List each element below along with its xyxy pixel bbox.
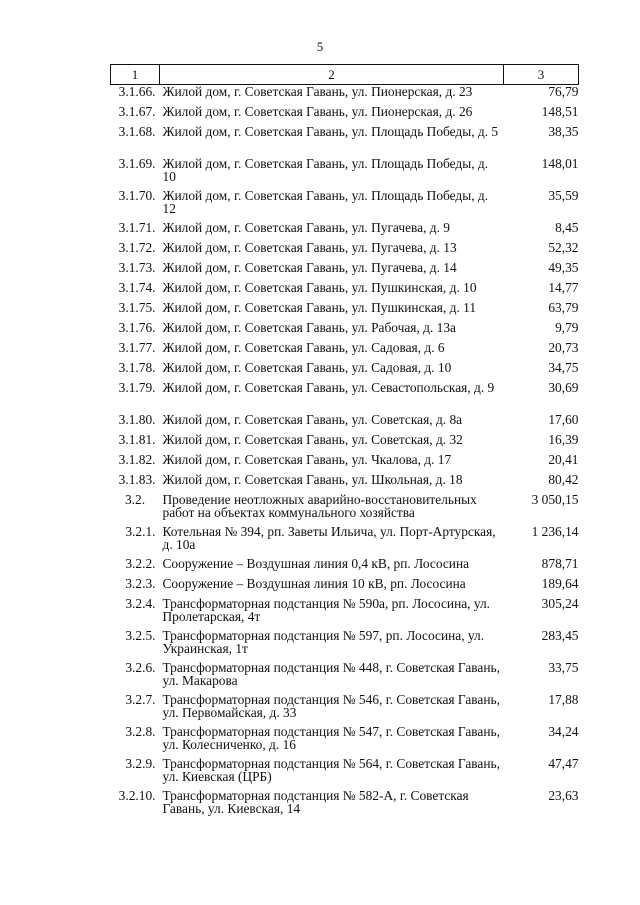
row-description: Жилой дом, г. Советская Гавань, ул. Пионерская, д. 23 (162, 84, 473, 99)
row-value: 80,42 (548, 472, 579, 487)
header-col-1: 1 (111, 65, 160, 85)
table-row (111, 105, 579, 125)
row-description: Жилой дом, г. Советская Гавань, ул. Садовая, д. 6 (162, 340, 445, 355)
row-value: 8,45 (555, 220, 579, 235)
row-number: 3.1.79. (118, 380, 156, 395)
row-value: 20,41 (548, 452, 579, 467)
row-number: 3.2.7. (125, 692, 156, 707)
row-value: 49,35 (548, 260, 579, 275)
row-value: 35,59 (548, 188, 579, 203)
row-description: Трансформаторная подстанция № 590а, рп. Лососина, ул. Пролетарская, 4т (162, 596, 491, 624)
row-value: 34,75 (548, 360, 579, 375)
row-number: 3.1.83. (118, 472, 156, 487)
row-value: 20,73 (548, 340, 579, 355)
table-row (111, 557, 579, 577)
row-description: Трансформаторная подстанция № 547, г. Советская Гавань, ул. Колесниченко, д. 16 (162, 724, 500, 752)
row-number: 3.1.72. (118, 240, 156, 255)
row-value: 16,39 (548, 432, 579, 447)
row-number: 3.1.75. (118, 300, 156, 315)
row-value: 878,71 (541, 556, 579, 571)
row-value: 148,01 (541, 156, 579, 171)
table-row (111, 281, 579, 301)
row-description: Жилой дом, г. Советская Гавань, ул. Пугачева, д. 13 (162, 240, 457, 255)
row-description: Сооружение – Воздушная линия 0,4 кВ, рп. Лососина (162, 556, 470, 571)
row-number: 3.2.10. (118, 788, 156, 803)
row-description: Жилой дом, г. Советская Гавань, ул. Пугачева, д. 9 (162, 220, 451, 235)
row-description: Жилой дом, г. Советская Гавань, ул. Площадь Победы, д. 12 (162, 188, 489, 216)
row-value: 14,77 (548, 280, 579, 295)
table-row (111, 693, 579, 725)
row-number: 3.1.69. (118, 156, 156, 171)
row-number: 3.1.78. (118, 360, 156, 375)
row-value: 52,32 (548, 240, 579, 255)
table-row (111, 341, 579, 361)
row-number: 3.2.2. (125, 556, 156, 571)
row-description: Сооружение – Воздушная линия 10 кВ, рп. Лососина (162, 576, 466, 591)
row-description: Жилой дом, г. Советская Гавань, ул. Площадь Победы, д. 10 (162, 156, 489, 184)
row-description: Трансформаторная подстанция № 597, рп. Лососина, ул. Украинская, 1т (162, 628, 485, 656)
table-row (111, 789, 579, 821)
table-row (111, 261, 579, 281)
row-number: 3.2.4. (125, 596, 156, 611)
row-description: Жилой дом, г. Советская Гавань, ул. Севастопольская, д. 9 (162, 380, 495, 395)
table-row (111, 433, 579, 453)
row-number: 3.1.80. (118, 412, 156, 427)
row-number: 3.1.74. (118, 280, 156, 295)
page-number: 5 (316, 39, 324, 54)
row-value: 283,45 (541, 628, 579, 643)
row-description: Трансформаторная подстанция № 448, г. Советская Гавань, ул. Макарова (162, 660, 500, 688)
row-value: 148,51 (541, 104, 579, 119)
row-value: 38,35 (548, 124, 579, 139)
row-number: 3.1.76. (118, 320, 156, 335)
row-description: Жилой дом, г. Советская Гавань, ул. Советская, д. 8а (162, 412, 463, 427)
table-row (111, 413, 579, 433)
row-description: Жилой дом, г. Советская Гавань, ул. Пушкинская, д. 10 (162, 280, 477, 295)
table-row (111, 125, 579, 157)
row-value: 33,75 (548, 660, 579, 675)
table-row (111, 453, 579, 473)
row-description: Жилой дом, г. Советская Гавань, ул. Пушкинская, д. 11 (162, 300, 477, 315)
row-value: 189,64 (541, 576, 579, 591)
row-description: Трансформаторная подстанция № 582-А, г. Советская Гавань, ул. Киевская, 14 (162, 788, 469, 816)
table-row (111, 361, 579, 381)
row-value: 34,24 (548, 724, 579, 739)
row-description: Жилой дом, г. Советская Гавань, ул. Рабочая, д. 13а (162, 320, 456, 335)
row-description: Трансформаторная подстанция № 564, г. Советская Гавань, ул. Киевская (ЦРБ) (162, 756, 500, 784)
table-row (111, 321, 579, 341)
row-description: Трансформаторная подстанция № 546, г. Советская Гавань, ул. Первомайская, д. 33 (162, 692, 500, 720)
row-number: 3.2.9. (125, 756, 156, 771)
table-row (111, 577, 579, 597)
row-value: 17,60 (548, 412, 579, 427)
table-row (111, 757, 579, 789)
row-description: Жилой дом, г. Советская Гавань, ул. Пугачева, д. 14 (162, 260, 457, 275)
table-row (111, 473, 579, 493)
table-row (111, 241, 579, 261)
row-number: 3.1.81. (118, 432, 156, 447)
table-row (111, 661, 579, 693)
row-number: 3.2.8. (125, 724, 156, 739)
table-row (111, 629, 579, 661)
row-value: 76,79 (548, 84, 579, 99)
row-value: 3 050,15 (531, 492, 579, 507)
row-value: 17,88 (548, 692, 579, 707)
row-description: Жилой дом, г. Советская Гавань, ул. Чкалова, д. 17 (162, 452, 452, 467)
row-description: Котельная № 394, рп. Заветы Ильича, ул. Порт-Артурская, д. 10а (162, 524, 496, 552)
table-row (111, 189, 579, 221)
table-row (111, 525, 579, 557)
row-description: Жилой дом, г. Советская Гавань, ул. Пионерская, д. 26 (162, 104, 473, 119)
header-col-3: 3 (504, 65, 579, 85)
row-number: 3.2.1. (125, 524, 156, 539)
row-number: 3.2. (124, 492, 146, 507)
row-description: Проведение неотложных аварийно-восстановительных работ на объектах коммунального хозяйства (162, 492, 477, 520)
row-number: 3.1.68. (118, 124, 156, 139)
row-value: 47,47 (548, 756, 579, 771)
row-value: 1 236,14 (531, 524, 579, 539)
row-description: Жилой дом, г. Советская Гавань, ул. Советская, д. 32 (162, 432, 463, 447)
row-description: Жилой дом, г. Советская Гавань, ул. Площадь Победы, д. 5 (162, 124, 499, 139)
row-number: 3.1.70. (118, 188, 156, 203)
row-value: 9,79 (555, 320, 579, 335)
row-number: 3.1.82. (118, 452, 156, 467)
row-value: 63,79 (548, 300, 579, 315)
row-value: 305,24 (541, 596, 579, 611)
row-number: 3.2.3. (125, 576, 156, 591)
row-number: 3.1.67. (118, 104, 156, 119)
row-value: 30,69 (548, 380, 579, 395)
row-description: Жилой дом, г. Советская Гавань, ул. Школьная, д. 18 (162, 472, 463, 487)
row-number: 3.1.77. (118, 340, 156, 355)
table-row (111, 85, 579, 106)
table-row (111, 493, 579, 525)
header-col-2: 2 (160, 65, 504, 85)
table-row (111, 221, 579, 241)
row-description: Жилой дом, г. Советская Гавань, ул. Садовая, д. 10 (162, 360, 452, 375)
table-row (111, 381, 579, 413)
row-number: 3.2.6. (125, 660, 156, 675)
items-table (110, 64, 579, 821)
row-value: 23,63 (548, 788, 579, 803)
row-number: 3.1.73. (118, 260, 156, 275)
row-number: 3.1.66. (118, 84, 156, 99)
table-row (111, 725, 579, 757)
table-row (111, 597, 579, 629)
table-row (111, 157, 579, 189)
table-row (111, 301, 579, 321)
table-header-row (111, 65, 579, 85)
row-number: 3.1.71. (118, 220, 156, 235)
row-number: 3.2.5. (125, 628, 156, 643)
